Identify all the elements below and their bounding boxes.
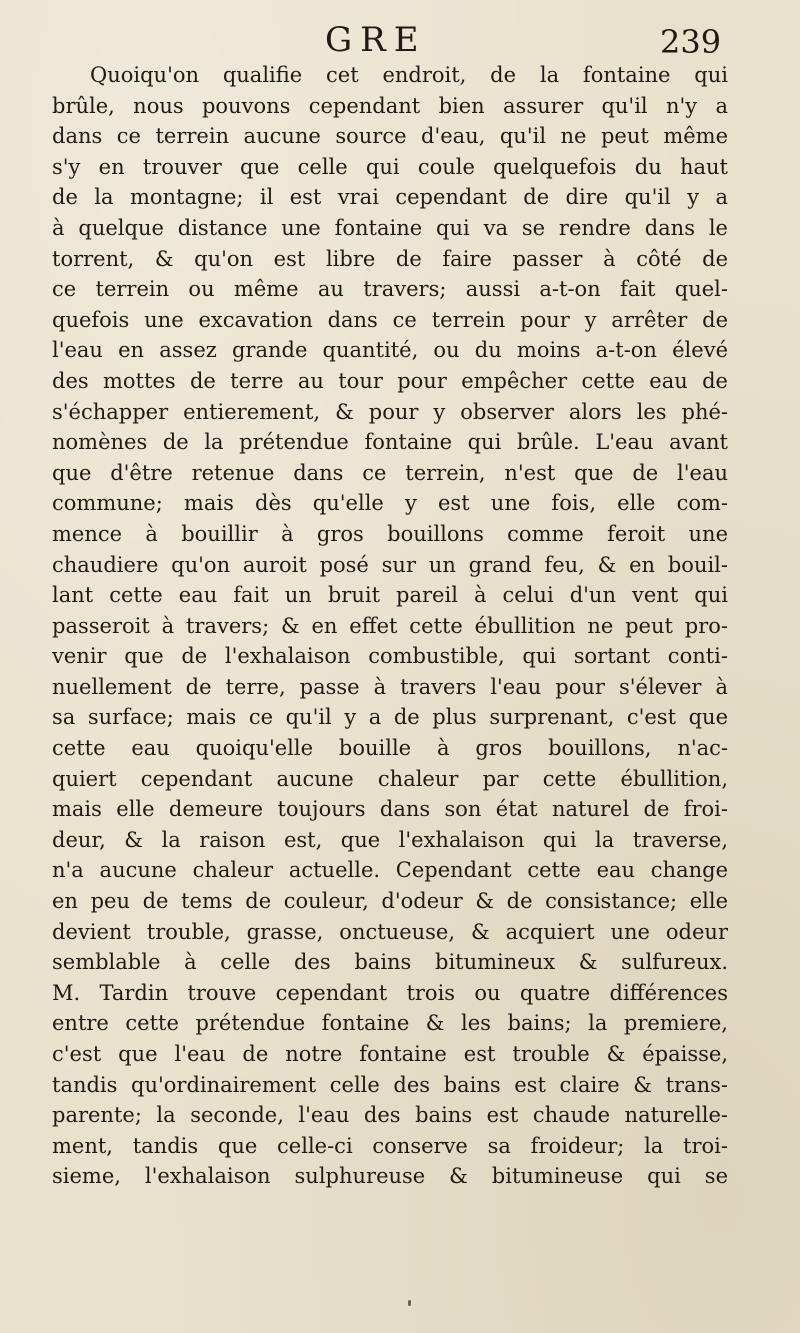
text-line: de la montagne; il est vrai cependant de dire qu'il y a [52, 185, 728, 210]
body-text [52, 60, 728, 1192]
text-line: parente; la seconde, l'eau des bains est chaude naturelle- [52, 1103, 728, 1128]
text-line: à quelque distance une fontaine qui va se rendre dans le [52, 215, 728, 240]
text-line: ce terrein ou même au travers; aussi a-t-on fait quel- [52, 277, 728, 302]
running-head [0, 20, 800, 64]
text-line: entre cette prétendue fontaine & les bains; la premiere, [52, 1011, 728, 1036]
text-line: que d'être retenue dans ce terrein, n'est que de l'eau [52, 460, 728, 485]
text-line: quefois une excavation dans ce terrein pour y arrêter de [52, 307, 728, 332]
text-line: ment, tandis que celle-ci conserve sa froideur; la troi- [52, 1133, 728, 1158]
text-line: lant cette eau fait un bruit pareil à celui d'un vent qui [52, 583, 728, 608]
text-line: Quoiqu'on qualifie cet endroit, de la fontaine qui [90, 63, 728, 87]
text-line: devient trouble, grasse, onctueuse, & acquiert une odeur [52, 919, 728, 944]
text-line: semblable à celle des bains bitumineux & sulfureux. [52, 950, 728, 975]
text-line: brûle, nous pouvons cependant bien assurer qu'il n'y a [52, 93, 728, 118]
text-line: quiert cependant aucune chaleur par cette ébullition, [52, 766, 728, 791]
text-line: sieme, l'exhalaison sulphureuse & bitumineuse qui se [52, 1164, 728, 1189]
text-line: deur, & la raison est, que l'exhalaison qui la traverse, [52, 827, 728, 852]
text-line: torrent, & qu'on est libre de faire passer à côté de [52, 246, 728, 271]
text-line: n'a aucune chaleur actuelle. Cependant cette eau change [52, 858, 728, 883]
text-line: venir que de l'exhalaison combustible, qui sortant conti- [52, 644, 728, 669]
text-line: c'est que l'eau de notre fontaine est trouble & épaisse, [52, 1042, 728, 1066]
text-line: chaudiere qu'on auroit posé sur un grand feu, & en bouil- [52, 552, 728, 577]
text-line: mais elle demeure toujours dans son état naturel de froi- [52, 797, 728, 822]
text-line: mence à bouillir à gros bouillons comme feroit une [52, 521, 728, 546]
text-line: M. Tardin trouve cependant trois ou quatre différences [52, 980, 728, 1005]
text-line: commune; mais dès qu'elle y est une fois, elle com- [52, 491, 728, 516]
text-line: cette eau quoiqu'elle bouille à gros bouillons, n'ac- [52, 736, 728, 761]
text-line: nomènes de la prétendue fontaine qui brûle. L'eau avant [52, 430, 728, 455]
text-line: passeroit à travers; & en effet cette ébullition ne peut pro- [52, 613, 728, 638]
text-line: tandis qu'ordinairement celle des bains est claire & trans- [52, 1072, 728, 1097]
text-line: nuellement de terre, passe à travers l'eau pour s'élever à [52, 674, 728, 699]
page-number: 239 [660, 23, 722, 61]
text-line: l'eau en assez grande quantité, ou du moins a-t-on élevé [52, 338, 728, 363]
text-line: s'y en trouver que celle qui coule quelquefois du haut [52, 154, 728, 179]
ink-mark [408, 1300, 411, 1306]
running-title: GRE [325, 20, 427, 60]
text-line: s'échapper entierement, & pour y observer alors les phé- [52, 399, 728, 424]
text-line: des mottes de terre au tour pour empêcher cette eau de [52, 368, 728, 393]
text-line: en peu de tems de couleur, d'odeur & de consistance; elle [52, 889, 728, 914]
text-line: sa surface; mais ce qu'il y a de plus surprenant, c'est que [52, 705, 728, 730]
text-line: dans ce terrein aucune source d'eau, qu'il ne peut même [52, 124, 728, 149]
